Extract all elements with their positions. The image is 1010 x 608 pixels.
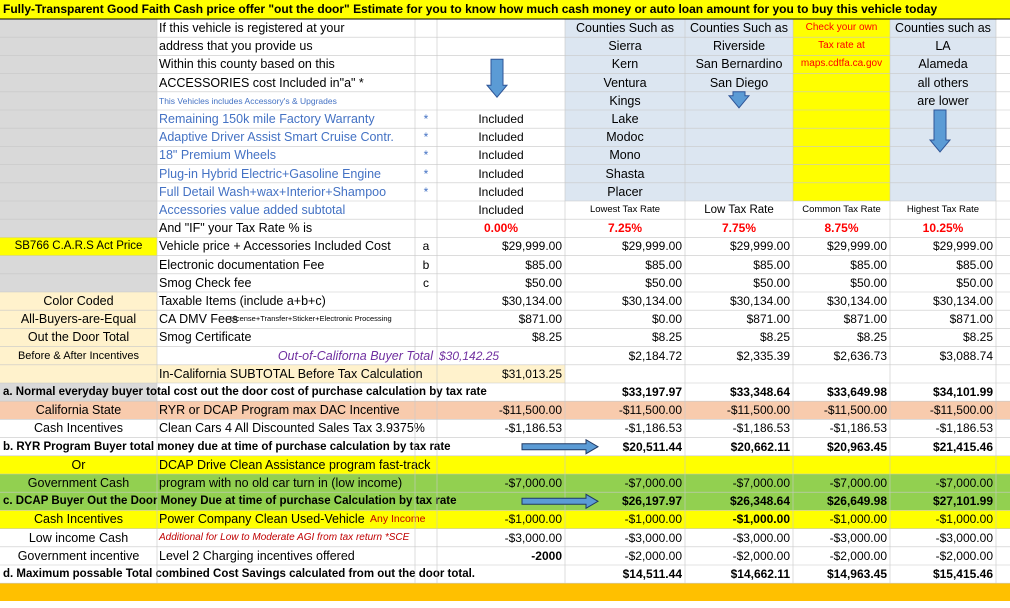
ryr-value: -$11,500.00: [929, 403, 993, 418]
cars-act-label: SB766 C.A.R.S Act Price: [14, 240, 143, 253]
county-col1-line: Counties Such as: [576, 21, 674, 35]
accessory-label: Full Detail Wash+wax+Interior+Shampoo: [159, 184, 387, 199]
ryr-value: -$11,500.00: [618, 403, 682, 418]
row-b-value: $20,662.11: [730, 439, 790, 454]
accessory-mark: *: [423, 184, 429, 199]
row-b-value: $20,511.44: [622, 439, 682, 454]
accessory-value: Included: [478, 184, 524, 199]
agi-value: -$3,000.00: [504, 530, 562, 545]
price-value: $29,999.00: [729, 239, 790, 254]
agi-value: -$3,000.00: [732, 530, 790, 545]
price-row-label: Electronic documentation Fee: [159, 257, 325, 272]
county-col1-line: Ventura: [603, 75, 647, 90]
tax-rate-value: 0.00%: [483, 221, 519, 236]
clean-cars-label: Clean Cars 4 All Discounted Sales Tax 3.9375%: [159, 421, 425, 436]
county-col4-line: LA: [935, 39, 951, 54]
dcap-label-2: program with no old car turn in (low income): [159, 476, 403, 490]
intro-line: Within this county based on this: [159, 57, 335, 72]
out-of-state-tax: $3,088.74: [939, 348, 993, 363]
row-a-value: $33,197.97: [621, 385, 682, 399]
accessory-value: Included: [478, 166, 524, 181]
row-a-value: $33,649.98: [826, 385, 887, 399]
price-row-label: Taxable Items (include a+b+c): [159, 294, 326, 308]
price-value: $85.00: [753, 257, 790, 272]
dmv-small: License+Transfer+Sticker+Electronic Processing: [230, 314, 392, 324]
smog-cert-value: $8.25: [962, 330, 993, 345]
county-col1-line: Lake: [611, 112, 639, 126]
dmv-label: CA DMV Fees: [159, 312, 239, 327]
county-col4-line: all others: [917, 75, 969, 90]
accessory-mark: *: [423, 148, 429, 163]
county-col4-line: are lower: [917, 93, 969, 108]
price-value: $30,134.00: [621, 294, 682, 308]
price-value: $85.00: [525, 257, 562, 272]
incentives-left: California State: [35, 403, 122, 418]
power-co-value: -$1,000.00: [935, 512, 993, 527]
county-col2-line: San Diego: [709, 75, 769, 90]
level2-value: -$2,000.00: [732, 548, 790, 563]
accessory-mark: *: [423, 112, 429, 126]
row-d-bg: [0, 583, 1010, 601]
county-col1-line: Modoc: [606, 130, 644, 145]
tax-rate-value: 10.25%: [922, 221, 964, 236]
county-col1-line: Mono: [609, 148, 641, 163]
county-col2-line: Counties Such as: [690, 21, 788, 35]
price-value: $29,999.00: [932, 239, 993, 254]
accessories-subtotal-value: Included: [478, 203, 524, 217]
price-value: $50.00: [850, 275, 887, 290]
tax-header: Lowest Tax Rate: [589, 204, 661, 215]
out-of-state-value: $30,142.25: [439, 348, 500, 363]
accessory-value: Included: [478, 112, 524, 126]
dcap-label-1: DCAP Drive Clean Assistance program fast-track: [159, 457, 431, 472]
tax-rate-label: And "IF" your Tax Rate % is: [159, 221, 313, 236]
clean-cars-value: -$1,186.53: [732, 421, 790, 436]
agi-value: -$3,000.00: [829, 530, 887, 545]
ryr-value: -$11,500.00: [823, 403, 887, 418]
accessory-mark: *: [423, 130, 429, 145]
clean-cars-value: -$1,186.53: [829, 421, 887, 436]
banner-title: Fully-Transparent Good Faith Cash price offer "out the door" Estimate for you to know how much cash money or auto loan amount for you to buy this vehicle today: [3, 2, 938, 16]
county-col2-line: Riverside: [712, 39, 766, 54]
tax-rate-value: 7.75%: [721, 221, 757, 236]
price-value: $85.00: [956, 257, 993, 272]
agi-value: -$3,000.00: [624, 530, 682, 545]
row-c-value: $26,348.64: [729, 494, 790, 509]
county-col3-line: Check your own: [805, 22, 878, 33]
price-row-code: [415, 292, 437, 310]
ryr-value: -$11,500.00: [726, 403, 790, 418]
price-row-label: Vehicle price + Accessories Included Cost: [159, 239, 391, 254]
or-block-line: Or: [71, 457, 86, 472]
county-col1-line: Kings: [609, 93, 641, 108]
county-col3-line: Tax rate at: [818, 40, 865, 52]
power-co-value: -$1,000.00: [624, 512, 682, 527]
price-value: $29,999.00: [826, 239, 887, 254]
row-d-value: $14,963.45: [826, 567, 887, 581]
clean-cars-value: -$1,186.53: [504, 421, 562, 436]
dmv-value: $871.00: [949, 312, 993, 327]
accessories-subtotal-label: Accessories value added subtotal: [159, 203, 346, 217]
accessory-label: Plug-in Hybrid Electric+Gasoline Engine: [159, 166, 381, 181]
out-of-state-tax: $2,636.73: [833, 348, 887, 363]
color-coded-line: Out the Door Total: [27, 330, 130, 345]
accessory-label: Adaptive Driver Assist Smart Cruise Contr.: [159, 130, 394, 145]
ryr-label: RYR or DCAP Program max DAC Incentive: [159, 403, 400, 418]
ryr-value: -$11,500.00: [498, 403, 562, 418]
accessory-label: 18" Premium Wheels: [159, 148, 276, 163]
level2-value: -$2,000.00: [624, 548, 682, 563]
tax-rate-value: 8.75%: [824, 221, 859, 236]
row-c-label: c. DCAP Buyer Out the Door Money Due at time of purchase Calculation by tax rate: [3, 495, 457, 508]
level2-label: Level 2 Charging incentives offered: [159, 548, 355, 563]
dcap-value: -$7,000.00: [935, 476, 993, 490]
dmv-value: $0.00: [651, 312, 682, 327]
incentives-left: Cash Incentives: [34, 421, 123, 436]
intro-line: address that you provide us: [159, 39, 313, 54]
intro-line: ACCESSORIES cost Included in"a" *: [159, 75, 364, 90]
row-c-value: $26,649.98: [826, 494, 887, 509]
tax-rate-value: 7.25%: [607, 221, 643, 236]
row-b-label: b. RYR Program Buyer total money due at time of purchase calculation by tax rate: [3, 440, 451, 453]
smog-cert-value: $8.25: [856, 330, 887, 345]
row-d-value: $14,662.11: [730, 567, 790, 581]
county-col1-line: Sierra: [608, 39, 642, 54]
dmv-value: $871.00: [746, 312, 790, 327]
color-coded-line: Color Coded: [43, 294, 114, 308]
accessory-label: Remaining 150k mile Factory Warranty: [159, 112, 375, 126]
price-value: $29,999.00: [621, 239, 682, 254]
intro-line: If this vehicle is registered at your: [159, 21, 345, 35]
smog-cert-value: $8.25: [651, 330, 682, 345]
accessory-value: Included: [478, 130, 524, 145]
out-of-state-tax: $2,184.72: [628, 348, 682, 363]
price-value: $50.00: [956, 275, 993, 290]
county-col1-line: Kern: [611, 57, 639, 72]
bottom-left-line: Cash Incentives: [34, 512, 123, 527]
row-a-label: a. Normal everyday buyer total cost out the door cost of purchase calculation by tax rate: [3, 386, 487, 398]
ca-subtotal-value: $31,013.25: [501, 366, 562, 381]
accessory-value: Included: [478, 148, 524, 163]
row-b-value: $20,963.45: [826, 439, 887, 454]
price-value: $85.00: [645, 257, 682, 272]
agi-value: -$3,000.00: [935, 530, 993, 545]
price-value: $29,999.00: [501, 239, 562, 254]
dcap-value: -$7,000.00: [624, 476, 682, 490]
ca-subtotal-label: In-California SUBTOTAL Before Tax Calculation: [159, 366, 423, 381]
smog-cert-value: $8.25: [759, 330, 790, 345]
county-col3-line: maps.cdtfa.ca.gov: [800, 58, 883, 70]
level2-value: -2000: [531, 548, 562, 563]
county-col1-line: Shasta: [605, 166, 645, 181]
county-col4-line: Alameda: [918, 57, 968, 72]
level2-value: -$2,000.00: [829, 548, 887, 563]
county-col4-line: Counties such as: [895, 21, 991, 35]
row-c-value: $26,197.97: [621, 494, 682, 509]
row-d-label: d. Maximum possable Total combined Cost Savings calculated from out the door total.: [3, 568, 475, 580]
row-a-value: $33,348.64: [729, 385, 790, 399]
smog-cert-value: $8.25: [531, 330, 562, 345]
clean-cars-value: -$1,186.53: [935, 421, 993, 436]
row-a-value: $34,101.99: [932, 385, 993, 399]
price-value: $85.00: [850, 257, 887, 272]
price-value: $50.00: [753, 275, 790, 290]
power-co-label: Power Company Clean Used-Vehicle: [159, 512, 365, 527]
price-row-label: Smog Check fee: [159, 275, 252, 290]
power-co-value: -$1,000.00: [732, 512, 790, 527]
row-d-value: $15,415.46: [932, 567, 993, 581]
dcap-value: -$7,000.00: [504, 476, 562, 490]
row-b-value: $21,415.46: [932, 439, 993, 454]
dcap-value: -$7,000.00: [829, 476, 887, 490]
tax-header: Highest Tax Rate: [906, 204, 980, 215]
price-row-code: c: [423, 275, 429, 290]
tax-header: Low Tax Rate: [704, 204, 774, 216]
price-value: $30,134.00: [932, 294, 993, 308]
price-row-code: a: [422, 239, 430, 254]
price-value: $50.00: [525, 275, 562, 290]
bottom-left-line: Government incentive: [17, 548, 140, 563]
row-d-value: $14,511.44: [622, 567, 682, 581]
accessory-mark: *: [423, 166, 429, 181]
accessories-note: This Vehicles includes Accessory's & Upgrades: [159, 95, 337, 106]
county-col2-line: San Bernardino: [695, 57, 783, 72]
or-block-line: Government Cash: [27, 476, 130, 490]
price-value: $30,134.00: [826, 294, 887, 308]
agi-label: Additional for Low to Moderate AGI from tax return *SCE: [159, 531, 410, 543]
dmv-value: $871.00: [518, 312, 562, 327]
row-c-value: $27,101.99: [932, 494, 993, 509]
dcap-value: -$7,000.00: [732, 476, 790, 490]
out-of-state-label: Out-of-Californa Buyer Total: [277, 348, 433, 363]
color-coded-line: Before & After Incentives: [17, 349, 140, 362]
price-value: $30,134.00: [501, 294, 562, 308]
smog-cert-label: Smog Certificate: [159, 330, 252, 345]
bottom-left-line: Low income Cash: [28, 530, 129, 545]
level2-value: -$2,000.00: [935, 548, 993, 563]
price-value: $30,134.00: [729, 294, 790, 308]
power-co-value: -$1,000.00: [504, 512, 562, 527]
color-coded-line: All-Buyers-are-Equal: [20, 312, 137, 327]
dmv-value: $871.00: [843, 312, 887, 327]
price-value: $50.00: [645, 275, 682, 290]
clean-cars-value: -$1,186.53: [624, 421, 682, 436]
price-row-code: b: [422, 257, 430, 272]
power-co-value: -$1,000.00: [829, 512, 887, 527]
tax-header: Common Tax Rate: [802, 204, 881, 215]
county-col1-line: Placer: [607, 184, 643, 199]
out-of-state-tax: $2,335.39: [736, 348, 790, 363]
power-co-note: Any Income: [370, 513, 426, 526]
